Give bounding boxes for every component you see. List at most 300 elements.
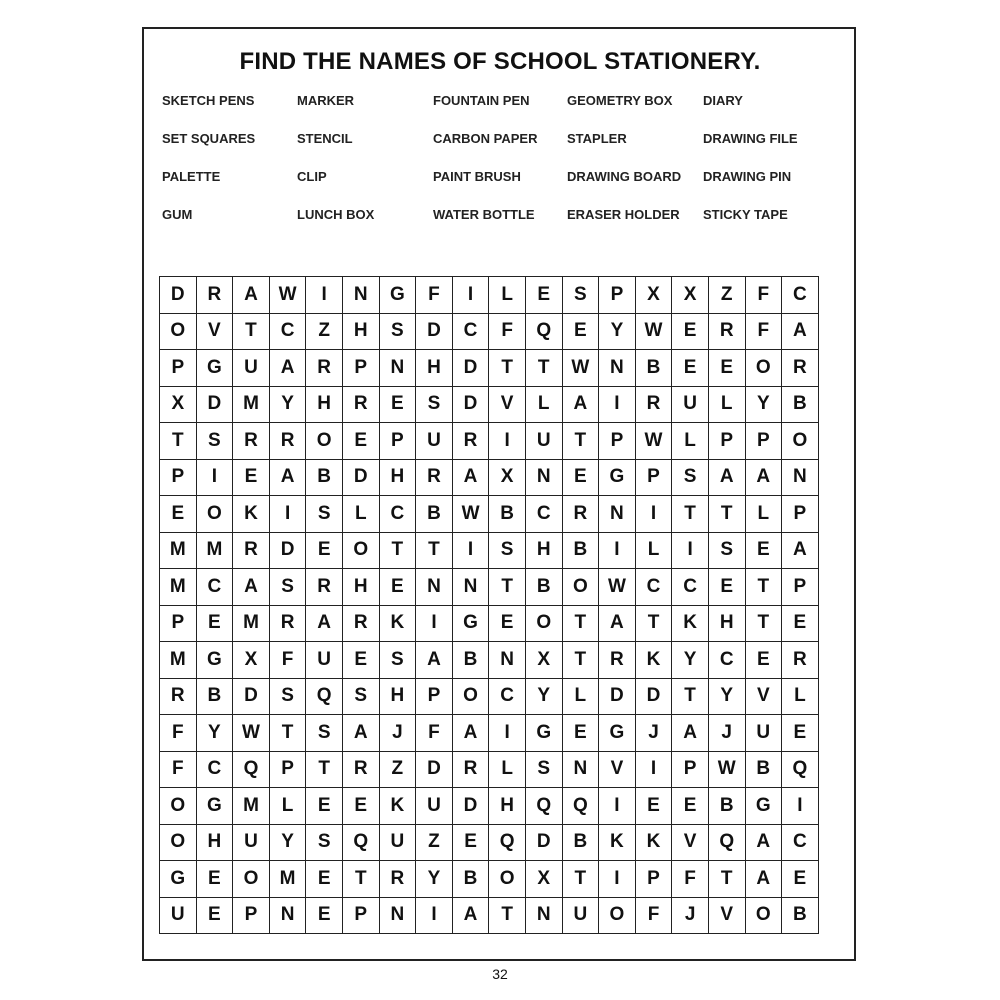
- grid-cell[interactable]: H: [525, 532, 562, 569]
- grid-cell[interactable]: T: [745, 569, 782, 606]
- grid-cell[interactable]: Y: [525, 678, 562, 715]
- grid-cell[interactable]: N: [379, 350, 416, 387]
- grid-cell[interactable]: Q: [306, 678, 343, 715]
- grid-cell[interactable]: T: [745, 605, 782, 642]
- grid-cell[interactable]: T: [269, 715, 306, 752]
- grid-cell[interactable]: S: [562, 277, 599, 314]
- grid-cell[interactable]: J: [635, 715, 672, 752]
- grid-cell[interactable]: P: [379, 423, 416, 460]
- grid-cell[interactable]: T: [416, 532, 453, 569]
- grid-cell[interactable]: D: [599, 678, 636, 715]
- grid-cell[interactable]: O: [306, 423, 343, 460]
- grid-cell[interactable]: C: [708, 642, 745, 679]
- grid-cell[interactable]: C: [379, 496, 416, 533]
- grid-cell[interactable]: D: [269, 532, 306, 569]
- grid-cell[interactable]: U: [416, 788, 453, 825]
- grid-cell[interactable]: A: [782, 313, 819, 350]
- grid-cell[interactable]: G: [160, 861, 197, 898]
- grid-cell[interactable]: O: [745, 897, 782, 934]
- grid-cell[interactable]: C: [269, 313, 306, 350]
- grid-cell[interactable]: C: [196, 751, 233, 788]
- grid-cell[interactable]: V: [196, 313, 233, 350]
- grid-cell[interactable]: E: [782, 861, 819, 898]
- grid-cell[interactable]: P: [233, 897, 270, 934]
- grid-cell[interactable]: S: [525, 751, 562, 788]
- grid-cell[interactable]: E: [379, 386, 416, 423]
- grid-cell[interactable]: I: [196, 459, 233, 496]
- grid-cell[interactable]: R: [452, 751, 489, 788]
- grid-cell[interactable]: E: [745, 642, 782, 679]
- grid-cell[interactable]: N: [342, 277, 379, 314]
- grid-cell[interactable]: E: [306, 788, 343, 825]
- grid-cell[interactable]: T: [562, 423, 599, 460]
- grid-cell[interactable]: I: [635, 751, 672, 788]
- grid-cell[interactable]: L: [782, 678, 819, 715]
- grid-cell[interactable]: A: [745, 861, 782, 898]
- grid-cell[interactable]: Q: [489, 824, 526, 861]
- grid-cell[interactable]: U: [562, 897, 599, 934]
- grid-cell[interactable]: E: [342, 788, 379, 825]
- grid-cell[interactable]: D: [635, 678, 672, 715]
- grid-cell[interactable]: T: [489, 897, 526, 934]
- grid-cell[interactable]: I: [599, 788, 636, 825]
- grid-cell[interactable]: C: [452, 313, 489, 350]
- grid-cell[interactable]: T: [562, 861, 599, 898]
- grid-cell[interactable]: T: [160, 423, 197, 460]
- grid-cell[interactable]: A: [599, 605, 636, 642]
- grid-cell[interactable]: W: [233, 715, 270, 752]
- grid-cell[interactable]: P: [342, 350, 379, 387]
- grid-cell[interactable]: R: [379, 861, 416, 898]
- grid-cell[interactable]: X: [672, 277, 709, 314]
- grid-cell[interactable]: O: [452, 678, 489, 715]
- grid-cell[interactable]: U: [379, 824, 416, 861]
- grid-cell[interactable]: W: [452, 496, 489, 533]
- grid-cell[interactable]: P: [160, 350, 197, 387]
- grid-cell[interactable]: G: [196, 788, 233, 825]
- grid-cell[interactable]: O: [342, 532, 379, 569]
- grid-cell[interactable]: C: [672, 569, 709, 606]
- grid-cell[interactable]: Y: [745, 386, 782, 423]
- grid-cell[interactable]: E: [196, 605, 233, 642]
- grid-cell[interactable]: F: [745, 277, 782, 314]
- grid-cell[interactable]: F: [416, 277, 453, 314]
- grid-cell[interactable]: J: [672, 897, 709, 934]
- grid-cell[interactable]: C: [489, 678, 526, 715]
- grid-cell[interactable]: F: [416, 715, 453, 752]
- grid-cell[interactable]: U: [233, 824, 270, 861]
- grid-cell[interactable]: B: [489, 496, 526, 533]
- grid-cell[interactable]: F: [635, 897, 672, 934]
- grid-cell[interactable]: S: [306, 496, 343, 533]
- grid-cell[interactable]: E: [525, 277, 562, 314]
- grid-cell[interactable]: P: [599, 423, 636, 460]
- grid-cell[interactable]: W: [635, 313, 672, 350]
- grid-cell[interactable]: K: [635, 642, 672, 679]
- grid-cell[interactable]: E: [672, 350, 709, 387]
- grid-cell[interactable]: W: [269, 277, 306, 314]
- grid-cell[interactable]: S: [306, 824, 343, 861]
- grid-cell[interactable]: Y: [416, 861, 453, 898]
- grid-cell[interactable]: N: [599, 496, 636, 533]
- grid-cell[interactable]: C: [196, 569, 233, 606]
- grid-cell[interactable]: G: [599, 715, 636, 752]
- grid-cell[interactable]: R: [342, 605, 379, 642]
- grid-cell[interactable]: U: [745, 715, 782, 752]
- grid-cell[interactable]: D: [233, 678, 270, 715]
- grid-cell[interactable]: Y: [672, 642, 709, 679]
- grid-cell[interactable]: T: [672, 496, 709, 533]
- grid-cell[interactable]: B: [452, 861, 489, 898]
- grid-cell[interactable]: N: [599, 350, 636, 387]
- grid-cell[interactable]: Z: [708, 277, 745, 314]
- grid-cell[interactable]: M: [233, 605, 270, 642]
- grid-cell[interactable]: V: [672, 824, 709, 861]
- grid-cell[interactable]: H: [416, 350, 453, 387]
- grid-cell[interactable]: O: [160, 788, 197, 825]
- grid-cell[interactable]: N: [416, 569, 453, 606]
- grid-cell[interactable]: O: [489, 861, 526, 898]
- grid-cell[interactable]: B: [782, 386, 819, 423]
- grid-cell[interactable]: R: [782, 642, 819, 679]
- grid-cell[interactable]: I: [452, 532, 489, 569]
- grid-cell[interactable]: N: [525, 459, 562, 496]
- grid-cell[interactable]: H: [379, 459, 416, 496]
- grid-cell[interactable]: E: [672, 313, 709, 350]
- grid-cell[interactable]: S: [708, 532, 745, 569]
- grid-cell[interactable]: C: [782, 277, 819, 314]
- grid-cell[interactable]: L: [525, 386, 562, 423]
- grid-cell[interactable]: I: [489, 715, 526, 752]
- grid-cell[interactable]: U: [306, 642, 343, 679]
- grid-cell[interactable]: S: [379, 313, 416, 350]
- grid-cell[interactable]: H: [708, 605, 745, 642]
- grid-cell[interactable]: U: [525, 423, 562, 460]
- grid-cell[interactable]: R: [196, 277, 233, 314]
- grid-cell[interactable]: B: [708, 788, 745, 825]
- grid-cell[interactable]: S: [269, 678, 306, 715]
- grid-cell[interactable]: E: [562, 715, 599, 752]
- grid-cell[interactable]: R: [342, 751, 379, 788]
- grid-cell[interactable]: X: [525, 642, 562, 679]
- grid-cell[interactable]: R: [269, 423, 306, 460]
- grid-cell[interactable]: E: [562, 313, 599, 350]
- grid-cell[interactable]: I: [416, 897, 453, 934]
- grid-cell[interactable]: X: [635, 277, 672, 314]
- grid-cell[interactable]: P: [672, 751, 709, 788]
- grid-cell[interactable]: H: [306, 386, 343, 423]
- grid-cell[interactable]: O: [562, 569, 599, 606]
- grid-cell[interactable]: A: [672, 715, 709, 752]
- grid-cell[interactable]: P: [160, 605, 197, 642]
- grid-cell[interactable]: O: [782, 423, 819, 460]
- grid-cell[interactable]: A: [562, 386, 599, 423]
- grid-cell[interactable]: E: [708, 350, 745, 387]
- grid-cell[interactable]: B: [635, 350, 672, 387]
- grid-cell[interactable]: M: [160, 569, 197, 606]
- grid-cell[interactable]: T: [379, 532, 416, 569]
- grid-cell[interactable]: T: [672, 678, 709, 715]
- grid-cell[interactable]: Z: [379, 751, 416, 788]
- grid-cell[interactable]: O: [233, 861, 270, 898]
- grid-cell[interactable]: T: [525, 350, 562, 387]
- grid-cell[interactable]: G: [196, 350, 233, 387]
- grid-cell[interactable]: R: [452, 423, 489, 460]
- grid-cell[interactable]: A: [452, 897, 489, 934]
- grid-cell[interactable]: P: [342, 897, 379, 934]
- grid-cell[interactable]: X: [525, 861, 562, 898]
- grid-cell[interactable]: Y: [269, 386, 306, 423]
- grid-cell[interactable]: T: [489, 350, 526, 387]
- grid-cell[interactable]: D: [342, 459, 379, 496]
- grid-cell[interactable]: M: [196, 532, 233, 569]
- grid-cell[interactable]: E: [306, 897, 343, 934]
- grid-cell[interactable]: J: [379, 715, 416, 752]
- grid-cell[interactable]: S: [672, 459, 709, 496]
- grid-cell[interactable]: L: [489, 751, 526, 788]
- grid-cell[interactable]: E: [708, 569, 745, 606]
- grid-cell[interactable]: F: [269, 642, 306, 679]
- grid-cell[interactable]: H: [342, 313, 379, 350]
- grid-cell[interactable]: U: [416, 423, 453, 460]
- grid-cell[interactable]: E: [672, 788, 709, 825]
- grid-cell[interactable]: R: [342, 386, 379, 423]
- grid-cell[interactable]: J: [708, 715, 745, 752]
- grid-cell[interactable]: N: [269, 897, 306, 934]
- grid-cell[interactable]: N: [379, 897, 416, 934]
- grid-cell[interactable]: D: [416, 751, 453, 788]
- grid-cell[interactable]: I: [599, 532, 636, 569]
- grid-cell[interactable]: E: [160, 496, 197, 533]
- grid-cell[interactable]: K: [379, 788, 416, 825]
- grid-cell[interactable]: V: [599, 751, 636, 788]
- grid-cell[interactable]: F: [160, 751, 197, 788]
- grid-cell[interactable]: R: [708, 313, 745, 350]
- grid-cell[interactable]: V: [489, 386, 526, 423]
- grid-cell[interactable]: L: [708, 386, 745, 423]
- grid-cell[interactable]: A: [233, 569, 270, 606]
- grid-cell[interactable]: F: [160, 715, 197, 752]
- grid-cell[interactable]: X: [489, 459, 526, 496]
- grid-cell[interactable]: R: [306, 350, 343, 387]
- grid-cell[interactable]: G: [379, 277, 416, 314]
- grid-cell[interactable]: C: [782, 824, 819, 861]
- grid-cell[interactable]: A: [233, 277, 270, 314]
- grid-cell[interactable]: W: [635, 423, 672, 460]
- grid-cell[interactable]: S: [306, 715, 343, 752]
- grid-cell[interactable]: D: [525, 824, 562, 861]
- grid-cell[interactable]: I: [269, 496, 306, 533]
- grid-cell[interactable]: P: [708, 423, 745, 460]
- grid-cell[interactable]: F: [745, 313, 782, 350]
- grid-cell[interactable]: N: [489, 642, 526, 679]
- grid-cell[interactable]: D: [452, 788, 489, 825]
- grid-cell[interactable]: S: [269, 569, 306, 606]
- grid-cell[interactable]: H: [489, 788, 526, 825]
- grid-cell[interactable]: R: [233, 532, 270, 569]
- grid-cell[interactable]: F: [489, 313, 526, 350]
- grid-cell[interactable]: R: [269, 605, 306, 642]
- grid-cell[interactable]: I: [635, 496, 672, 533]
- grid-cell[interactable]: E: [782, 605, 819, 642]
- grid-cell[interactable]: D: [160, 277, 197, 314]
- grid-cell[interactable]: Q: [562, 788, 599, 825]
- grid-cell[interactable]: T: [233, 313, 270, 350]
- grid-cell[interactable]: B: [196, 678, 233, 715]
- grid-cell[interactable]: E: [489, 605, 526, 642]
- grid-cell[interactable]: M: [269, 861, 306, 898]
- grid-cell[interactable]: X: [233, 642, 270, 679]
- grid-cell[interactable]: B: [416, 496, 453, 533]
- grid-cell[interactable]: P: [782, 569, 819, 606]
- grid-cell[interactable]: K: [379, 605, 416, 642]
- grid-cell[interactable]: I: [599, 386, 636, 423]
- grid-cell[interactable]: T: [489, 569, 526, 606]
- grid-cell[interactable]: K: [233, 496, 270, 533]
- grid-cell[interactable]: E: [233, 459, 270, 496]
- grid-cell[interactable]: I: [599, 861, 636, 898]
- grid-cell[interactable]: T: [342, 861, 379, 898]
- grid-cell[interactable]: T: [708, 496, 745, 533]
- grid-cell[interactable]: S: [379, 642, 416, 679]
- grid-cell[interactable]: E: [306, 532, 343, 569]
- grid-cell[interactable]: R: [160, 678, 197, 715]
- grid-cell[interactable]: E: [342, 642, 379, 679]
- grid-cell[interactable]: U: [672, 386, 709, 423]
- grid-cell[interactable]: G: [525, 715, 562, 752]
- grid-cell[interactable]: A: [452, 715, 489, 752]
- grid-cell[interactable]: S: [196, 423, 233, 460]
- grid-cell[interactable]: N: [782, 459, 819, 496]
- grid-cell[interactable]: W: [599, 569, 636, 606]
- grid-cell[interactable]: L: [489, 277, 526, 314]
- grid-cell[interactable]: K: [672, 605, 709, 642]
- grid-cell[interactable]: E: [196, 861, 233, 898]
- grid-cell[interactable]: O: [599, 897, 636, 934]
- grid-cell[interactable]: D: [196, 386, 233, 423]
- grid-cell[interactable]: T: [562, 642, 599, 679]
- grid-cell[interactable]: T: [635, 605, 672, 642]
- grid-cell[interactable]: Y: [708, 678, 745, 715]
- grid-cell[interactable]: U: [233, 350, 270, 387]
- grid-cell[interactable]: P: [635, 861, 672, 898]
- grid-cell[interactable]: P: [782, 496, 819, 533]
- grid-cell[interactable]: A: [342, 715, 379, 752]
- grid-cell[interactable]: I: [672, 532, 709, 569]
- grid-cell[interactable]: I: [489, 423, 526, 460]
- grid-cell[interactable]: L: [342, 496, 379, 533]
- grid-cell[interactable]: Y: [599, 313, 636, 350]
- grid-cell[interactable]: A: [416, 642, 453, 679]
- grid-cell[interactable]: X: [160, 386, 197, 423]
- grid-cell[interactable]: A: [708, 459, 745, 496]
- grid-cell[interactable]: K: [599, 824, 636, 861]
- grid-cell[interactable]: Y: [196, 715, 233, 752]
- grid-cell[interactable]: K: [635, 824, 672, 861]
- grid-cell[interactable]: B: [525, 569, 562, 606]
- grid-cell[interactable]: R: [782, 350, 819, 387]
- grid-cell[interactable]: D: [416, 313, 453, 350]
- grid-cell[interactable]: O: [525, 605, 562, 642]
- grid-cell[interactable]: V: [745, 678, 782, 715]
- grid-cell[interactable]: I: [416, 605, 453, 642]
- grid-cell[interactable]: O: [160, 824, 197, 861]
- grid-cell[interactable]: E: [452, 824, 489, 861]
- grid-cell[interactable]: T: [306, 751, 343, 788]
- grid-cell[interactable]: H: [379, 678, 416, 715]
- grid-cell[interactable]: Q: [233, 751, 270, 788]
- grid-cell[interactable]: A: [269, 350, 306, 387]
- grid-cell[interactable]: B: [562, 824, 599, 861]
- grid-cell[interactable]: E: [635, 788, 672, 825]
- grid-cell[interactable]: N: [562, 751, 599, 788]
- grid-cell[interactable]: M: [233, 386, 270, 423]
- grid-cell[interactable]: A: [745, 459, 782, 496]
- grid-cell[interactable]: B: [782, 897, 819, 934]
- grid-cell[interactable]: A: [306, 605, 343, 642]
- grid-cell[interactable]: R: [562, 496, 599, 533]
- grid-cell[interactable]: Q: [782, 751, 819, 788]
- grid-cell[interactable]: Q: [708, 824, 745, 861]
- grid-cell[interactable]: N: [452, 569, 489, 606]
- grid-cell[interactable]: L: [672, 423, 709, 460]
- grid-cell[interactable]: G: [599, 459, 636, 496]
- grid-cell[interactable]: L: [745, 496, 782, 533]
- grid-cell[interactable]: T: [562, 605, 599, 642]
- grid-cell[interactable]: M: [160, 642, 197, 679]
- grid-cell[interactable]: S: [489, 532, 526, 569]
- grid-cell[interactable]: E: [196, 897, 233, 934]
- grid-cell[interactable]: H: [342, 569, 379, 606]
- grid-cell[interactable]: V: [708, 897, 745, 934]
- grid-cell[interactable]: Q: [525, 313, 562, 350]
- grid-cell[interactable]: O: [160, 313, 197, 350]
- grid-cell[interactable]: M: [160, 532, 197, 569]
- grid-cell[interactable]: P: [416, 678, 453, 715]
- grid-cell[interactable]: Z: [416, 824, 453, 861]
- grid-cell[interactable]: O: [196, 496, 233, 533]
- grid-cell[interactable]: A: [452, 459, 489, 496]
- grid-cell[interactable]: S: [342, 678, 379, 715]
- grid-cell[interactable]: I: [306, 277, 343, 314]
- grid-cell[interactable]: G: [745, 788, 782, 825]
- grid-cell[interactable]: N: [525, 897, 562, 934]
- grid-cell[interactable]: G: [196, 642, 233, 679]
- grid-cell[interactable]: A: [745, 824, 782, 861]
- grid-cell[interactable]: M: [233, 788, 270, 825]
- grid-cell[interactable]: Q: [525, 788, 562, 825]
- grid-cell[interactable]: R: [599, 642, 636, 679]
- grid-cell[interactable]: P: [745, 423, 782, 460]
- grid-cell[interactable]: E: [342, 423, 379, 460]
- grid-cell[interactable]: O: [745, 350, 782, 387]
- grid-cell[interactable]: R: [233, 423, 270, 460]
- grid-cell[interactable]: L: [269, 788, 306, 825]
- grid-cell[interactable]: Z: [306, 313, 343, 350]
- grid-cell[interactable]: L: [635, 532, 672, 569]
- grid-cell[interactable]: P: [160, 459, 197, 496]
- grid-cell[interactable]: C: [635, 569, 672, 606]
- grid-cell[interactable]: H: [196, 824, 233, 861]
- grid-cell[interactable]: A: [269, 459, 306, 496]
- grid-cell[interactable]: P: [635, 459, 672, 496]
- grid-cell[interactable]: R: [306, 569, 343, 606]
- grid-cell[interactable]: S: [416, 386, 453, 423]
- grid-cell[interactable]: D: [452, 350, 489, 387]
- grid-cell[interactable]: W: [708, 751, 745, 788]
- grid-cell[interactable]: C: [525, 496, 562, 533]
- grid-cell[interactable]: I: [452, 277, 489, 314]
